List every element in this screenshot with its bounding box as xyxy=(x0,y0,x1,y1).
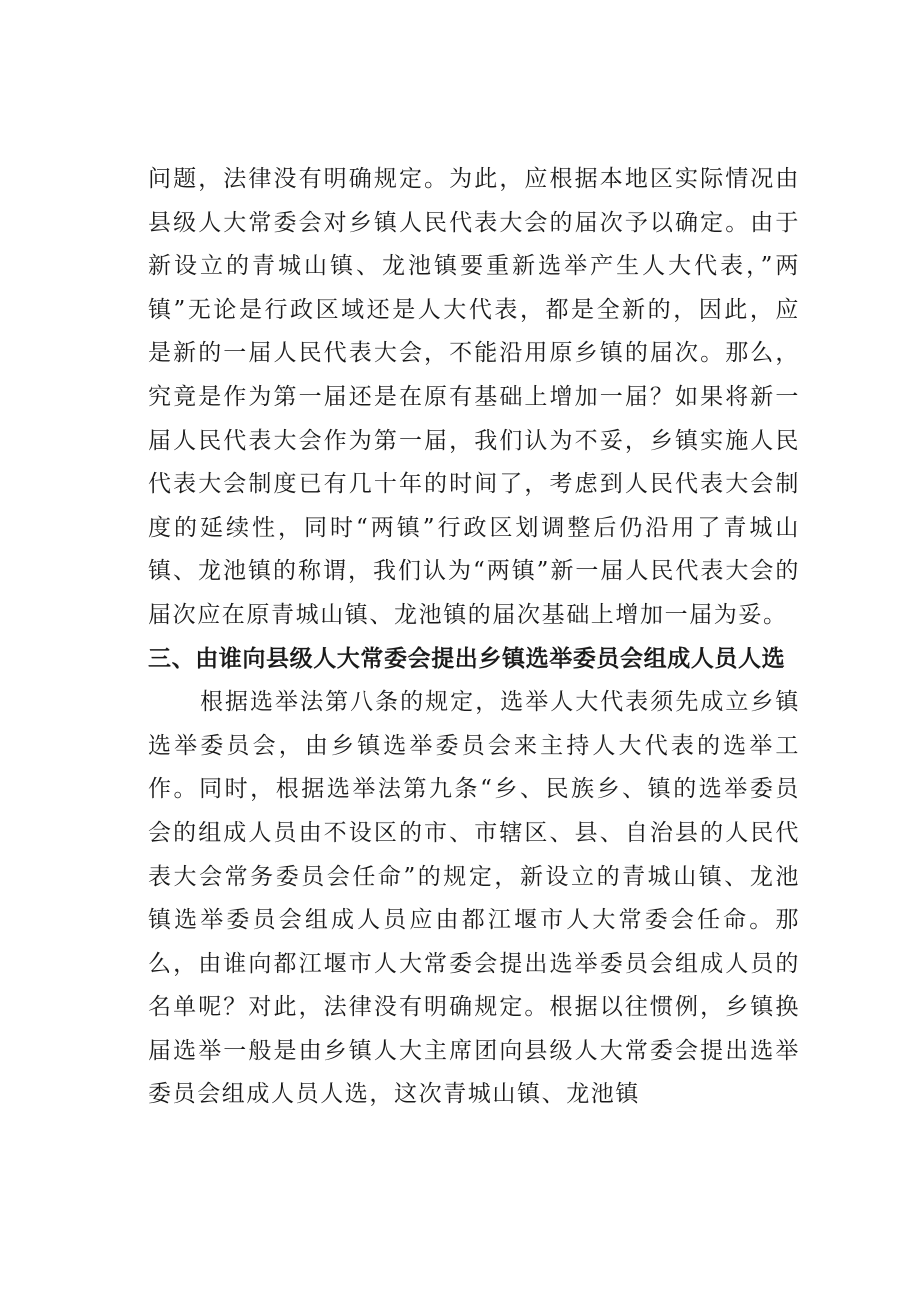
document-body xyxy=(148,158,800,1117)
paragraph-section-3: 根据选举法第八条的规定，选举人大代表须先成立乡镇选举委员会，由乡镇选举委员会来主持人大代表的选举工作。同时，根据选举法第九条“乡、民族乡、镇的选举委员会的组成人员由不设区的市、市辖区、县、自治县的人民代表大会常务委员会任命”的规定，新设立的青城山镇、龙池镇选举委员会组成人员应由都江堰市人大常委会任命。那么，由谁向都江堰市人大常委会提出选举委员会组成人员的名单呢？对此，法律没有明确规定。根据以往惯例，乡镇换届选举一般是由乡镇人大主席团向县级人大常委会提出选举委员会组成人员人选，这次青城山镇、龙池镇 xyxy=(148,689,800,1108)
paragraph-continued: 问题，法律没有明确规定。为此，应根据本地区实际情况由县级人大常委会对乡镇人民代表大会的届次予以确定。由于新设立的青城山镇、龙池镇要重新选举产生人大代表，”两镇”无论是行政区域还是人大代表，都是全新的，因此，应是新的一届人民代表大会，不能沿用原乡镇的届次。那么，究竟是作为第一届还是在原有基础上增加一届？如果将新一届人民代表大会作为第一届，我们认为不妥，乡镇实施人民代表大会制度已有几十年的时间了，考虑到人民代表大会制度的延续性，同时“两镇”行政区划调整后仍沿用了青城山镇、龙池镇的称谓，我们认为“两镇”新一届人民代表大会的届次应在原青城山镇、龙池镇的届次基础上增加一届为妥。 xyxy=(148,166,800,628)
section-heading-3: 三、由谁向县级人大常委会提出乡镇选举委员会组成人员人选 xyxy=(148,645,786,672)
